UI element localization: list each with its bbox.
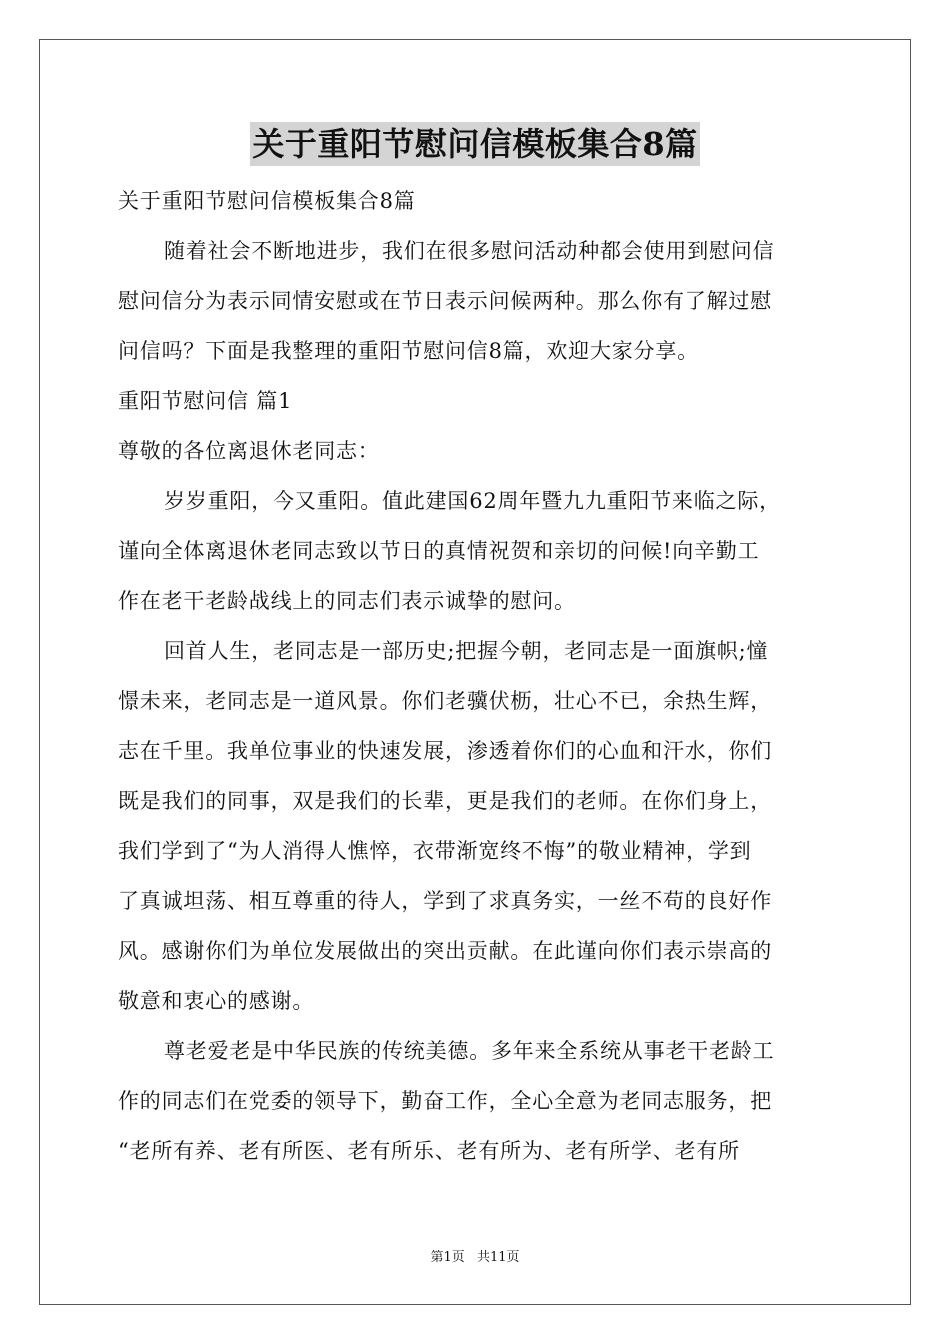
text-line: 尊敬的各位离退休老同志： xyxy=(118,439,380,463)
text-line: 重阳节慰问信 篇1 xyxy=(118,389,293,413)
text-line: 既是我们的同事，双是我们的长辈，更是我们的老师。在你们身上， xyxy=(118,789,772,813)
text-line: 作的同志们在党委的领导下，勤奋工作，全心全意为老同志服务，把 xyxy=(118,1089,772,1113)
document-title: 关于重阳节慰问信模板集合8篇 xyxy=(250,122,699,166)
page-total: 共11页 xyxy=(476,1250,520,1265)
text-line: 尊老爱老是中华民族的传统美德。多年来全系统从事老干老龄工 xyxy=(164,1039,775,1063)
text-line: 风。感谢你们为单位发展做出的突出贡献。在此谨向你们表示崇高的 xyxy=(118,939,772,963)
text-line: 憬未来，老同志是一道风景。你们老骥伏枥，壮心不已，余热生辉， xyxy=(118,689,772,713)
title-wrapper xyxy=(0,122,950,166)
text-line: 作在老干老龄战线上的同志们表示诚挚的慰问。 xyxy=(118,589,576,613)
page-number: 第1页 xyxy=(430,1250,465,1265)
text-line: 志在千里。我单位事业的快速发展，渗透着你们的心血和汗水，你们 xyxy=(118,739,772,763)
text-line: 关于重阳节慰问信模板集合8篇 xyxy=(118,189,416,213)
text-line: 问信吗？下面是我整理的重阳节慰问信8篇，欢迎大家分享。 xyxy=(118,339,699,363)
page-footer xyxy=(0,1246,950,1265)
text-line: 谨向全体离退休老同志致以节日的真情祝贺和亲切的问候!向辛勤工 xyxy=(118,539,760,563)
text-line: 我们学到了“为人消得人憔悴，衣带渐宽终不悔”的敬业精神，学到 xyxy=(118,839,752,863)
text-line: 回首人生，老同志是一部历史;把握今朝，老同志是一面旗帜;憧 xyxy=(164,639,769,663)
text-line: 敬意和衷心的感谢。 xyxy=(118,989,315,1013)
text-line: 慰问信分为表示同情安慰或在节日表示问候两种。那么你有了解过慰 xyxy=(118,289,772,313)
text-line: 随着社会不断地进步，我们在很多慰问活动种都会使用到慰问信 xyxy=(164,239,775,263)
text-line: “老所有养、老有所医、老有所乐、老有所为、老有所学、老有所 xyxy=(118,1139,740,1163)
text-line: 岁岁重阳，今又重阳。值此建国62周年暨九九重阳节来临之际， xyxy=(164,489,781,513)
text-line: 了真诚坦荡、相互尊重的待人，学到了求真务实，一丝不苟的良好作 xyxy=(118,889,772,913)
document-body xyxy=(118,176,836,1176)
